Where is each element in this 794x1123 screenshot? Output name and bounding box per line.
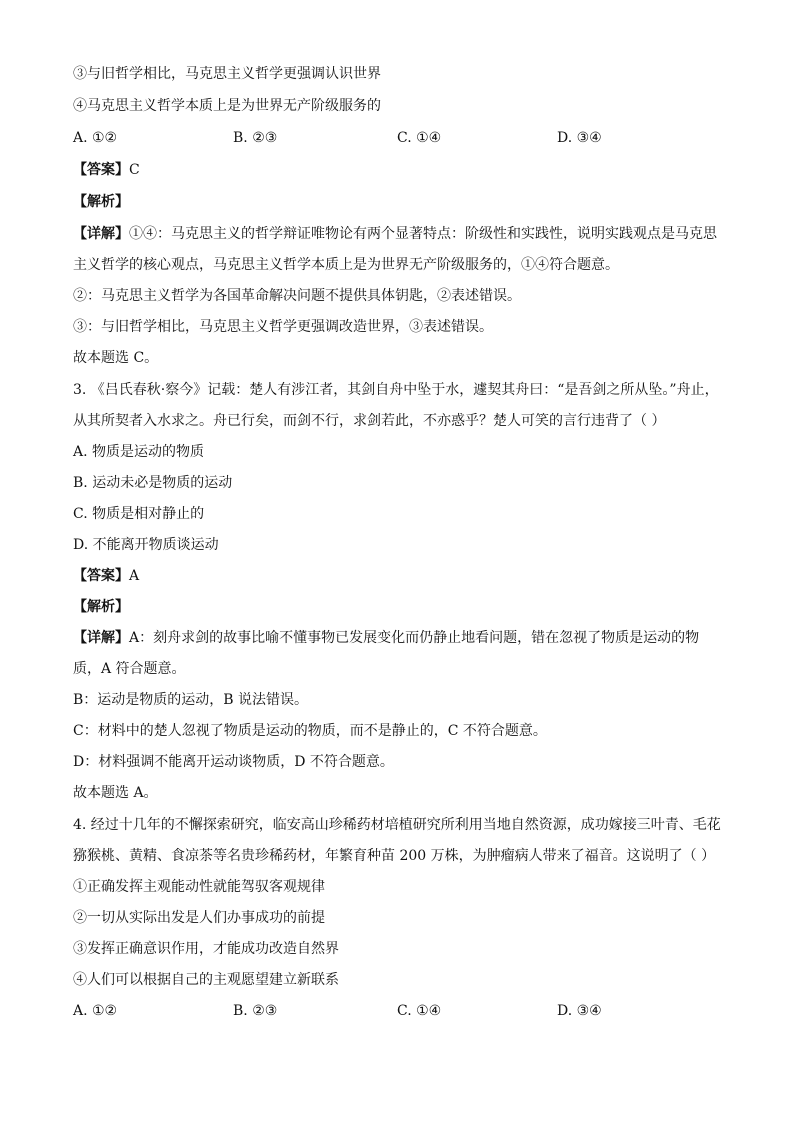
q3-option-c: C. 物质是相对静止的 bbox=[73, 506, 205, 522]
q3-detail-line-1: 【详解】A：刻舟求剑的故事比喻不懂事物已发展变化而仍静止地看问题，错在忽视了物质是运动的物 bbox=[73, 630, 700, 646]
answer-value: C bbox=[129, 162, 140, 178]
q3-stem-line-2: 从其所契者入水求之。舟已行矣，而剑不行，求剑若此，不亦惑乎？楚人可笑的言行违背了（ ） bbox=[73, 413, 666, 429]
q3-detail-line-4: C：材料中的楚人忽视了物质是运动的物质，而不是静止的，C 不符合题意。 bbox=[73, 723, 547, 739]
q2-option-c: C. ①④ bbox=[397, 130, 442, 146]
q2-detail-line-3: ②：马克思主义哲学为各国革命解决问题不提供具体钥匙，②表述错误。 bbox=[73, 288, 521, 304]
q2-answer bbox=[73, 160, 140, 180]
q3-option-a: A. 物质是运动的物质 bbox=[73, 444, 205, 460]
q2-item-3: ③与旧哲学相比，马克思主义哲学更强调认识世界 bbox=[73, 66, 381, 82]
q2-detail-line-2: 主义哲学的核心观点，马克思主义哲学本质上是为世界无产阶级服务的，①④符合题意。 bbox=[73, 257, 619, 273]
q4-item-4: ④人们可以根据自己的主观愿望建立新联系 bbox=[73, 972, 339, 988]
detail-tag: 【详解】 bbox=[73, 226, 129, 242]
q2-option-d: D. ③④ bbox=[557, 130, 602, 146]
answer-tag: 【答案】 bbox=[73, 162, 129, 178]
q4-option-c: C. ①④ bbox=[397, 1003, 442, 1019]
q4-item-2: ②一切从实际出发是人们办事成功的前提 bbox=[73, 910, 325, 926]
q4-item-3: ③发挥正确意识作用，才能成功改造自然界 bbox=[73, 941, 339, 957]
q3-detail-line-5: D：材料强调不能离开运动谈物质，D 不符合题意。 bbox=[73, 754, 394, 770]
q4-option-a: A. ①② bbox=[73, 1003, 118, 1019]
answer-value: A bbox=[129, 568, 140, 584]
q2-item-4: ④马克思主义哲学本质上是为世界无产阶级服务的 bbox=[73, 98, 381, 114]
q2-detail-line-4: ③：与旧哲学相比，马克思主义哲学更强调改造世界，③表述错误。 bbox=[73, 319, 493, 335]
q4-stem-line-1: 4. 经过十几年的不懈探索研究，临安高山珍稀药材培植研究所利用当地自然资源，成功嫁接三叶青、毛花 bbox=[73, 817, 721, 833]
q3-answer bbox=[73, 566, 139, 586]
q2-option-b: B. ②③ bbox=[233, 130, 278, 146]
detail-tag: 【详解】 bbox=[73, 630, 129, 646]
q3-option-b: B. 运动未必是物质的运动 bbox=[73, 475, 233, 491]
q4-item-1: ①正确发挥主观能动性就能驾驭客观规律 bbox=[73, 879, 325, 895]
q3-detail-line-2: 质，A 符合题意。 bbox=[73, 661, 186, 677]
q2-option-a: A. ①② bbox=[73, 130, 118, 146]
q3-conclusion: 故本题选 A。 bbox=[73, 785, 158, 801]
answer-tag: 【答案】 bbox=[73, 568, 129, 584]
q2-conclusion: 故本题选 C。 bbox=[73, 350, 159, 366]
q3-option-d: D. 不能离开物质谈运动 bbox=[73, 537, 219, 553]
q4-option-d: D. ③④ bbox=[557, 1003, 602, 1019]
q3-stem-line-1: 3. 《吕氏春秋·察今》记载：楚人有涉江者，其剑自舟中坠于水，遽契其舟曰：“是吾剑之所从坠。”舟止， bbox=[73, 382, 719, 398]
q2-detail-line-1: 【详解】①④：马克思主义的哲学辩证唯物论有两个显著特点：阶级性和实践性，说明实践观点是马克思 bbox=[73, 226, 717, 242]
q4-option-b: B. ②③ bbox=[233, 1003, 278, 1019]
q4-stem-line-2: 猕猴桃、黄精、食凉茶等名贵珍稀药材，年繁育种苗 200 万株，为肿瘤病人带来了福音。这说明了（ ） bbox=[73, 848, 716, 864]
q2-analysis-tag: 【解析】 bbox=[73, 194, 129, 210]
q3-analysis-tag: 【解析】 bbox=[73, 599, 129, 615]
q3-detail-line-3: B：运动是物质的运动，B 说法错误。 bbox=[73, 692, 309, 708]
